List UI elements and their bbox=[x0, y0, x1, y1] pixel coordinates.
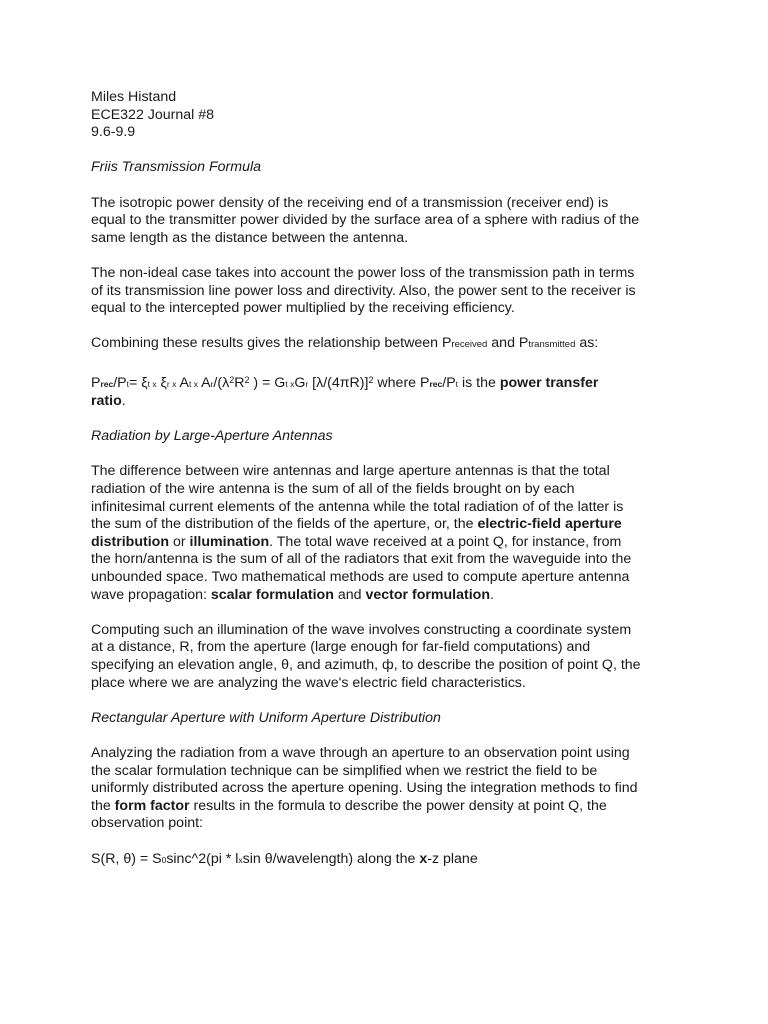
text-run: as: bbox=[575, 335, 599, 352]
text-run: the bbox=[91, 797, 115, 814]
text-run: = ξ bbox=[129, 374, 148, 391]
large-aperture-p1-line-2: radiation of the wire antenna is the sum of all of the fields brought on by each bbox=[91, 481, 575, 498]
text-run: A bbox=[176, 374, 189, 391]
rect-aperture-line-2: the scalar formulation technique can be simplified when we restrict the field to be bbox=[91, 762, 598, 779]
subscript: x bbox=[238, 854, 243, 865]
subscript: t x bbox=[188, 378, 198, 389]
rect-aperture-heading: Rectangular Aperture with Uniform Aperture Distribution bbox=[91, 709, 441, 726]
bold-term: illumination bbox=[189, 533, 270, 550]
superscript: 2 bbox=[229, 374, 235, 385]
superscript: 2 bbox=[368, 374, 374, 385]
friis-formula-line-2 bbox=[91, 393, 683, 411]
document-page bbox=[91, 89, 683, 869]
text-run: is the bbox=[458, 374, 500, 391]
text-run: /(λ bbox=[213, 374, 230, 391]
power-density-formula bbox=[91, 851, 683, 870]
large-aperture-p2-line-3: specifying an elevation angle, θ, and azimuth, ф, to describe the position of point Q, the bbox=[91, 657, 641, 673]
text-run: and bbox=[333, 586, 366, 603]
superscript: 2 bbox=[244, 374, 250, 385]
friis-p1-line-1: The isotropic power density of the receiving end of a transmission (receiver end) is bbox=[91, 194, 609, 211]
text-run: /P bbox=[113, 374, 127, 391]
subscript: 0 bbox=[161, 854, 167, 865]
large-aperture-p1-line-8 bbox=[91, 587, 683, 605]
friis-p3 bbox=[91, 335, 683, 354]
bold-term: x bbox=[419, 850, 428, 867]
text-run: and P bbox=[487, 335, 529, 352]
large-aperture-p1-line-7: unbounded space. Two mathematical methods are used to compute aperture antenna bbox=[91, 569, 630, 586]
bold-term: distribution bbox=[91, 533, 170, 550]
subscript: r x bbox=[166, 378, 177, 389]
text-run: Combining these results gives the relationship between P bbox=[91, 335, 452, 352]
friis-formula bbox=[91, 372, 683, 394]
rect-aperture-line-1: Analyzing the radiation from a wave through an aperture to an observation point using bbox=[91, 744, 630, 761]
subscript: t bbox=[126, 378, 130, 389]
text-run: ) = G bbox=[249, 374, 286, 391]
subscript: rec bbox=[429, 378, 443, 389]
subscript: t x bbox=[147, 378, 157, 389]
bold-term: vector formulation bbox=[365, 586, 491, 603]
text-run: /P bbox=[442, 374, 456, 391]
large-aperture-p2-line-2: at a distance, R, from the aperture (large enough for far-field computations) and bbox=[91, 639, 591, 656]
subscript: t bbox=[455, 378, 459, 389]
bold-term: electric-field aperture bbox=[477, 516, 622, 533]
course-title: ECE322 Journal #8 bbox=[91, 106, 215, 123]
text-run: sin θ/wavelength) along the bbox=[242, 850, 420, 867]
text-run: ξ bbox=[156, 374, 167, 391]
large-aperture-p1-line-5 bbox=[91, 534, 683, 552]
subscript: r bbox=[305, 378, 309, 389]
rect-aperture-line-3: uniformly distributed across the aperture opening. Using the integration methods to find bbox=[91, 780, 638, 797]
subscript: r bbox=[210, 378, 214, 389]
friis-heading: Friis Transmission Formula bbox=[91, 159, 262, 176]
large-aperture-p2-line-4: place where we are analyzing the wave's electric field characteristics. bbox=[91, 674, 526, 691]
subscript: rec bbox=[100, 378, 114, 389]
subscript: transmitted bbox=[528, 339, 576, 351]
large-aperture-p2-line-1: Computing such an illumination of the wave involves constructing a coordinate system bbox=[91, 621, 632, 638]
text-run: where P bbox=[373, 374, 430, 391]
friis-p2-line-2: of its transmission line power loss and directivity. Also, the power sent to the receiver is bbox=[91, 282, 636, 299]
bold-term: form factor bbox=[114, 797, 190, 814]
friis-p1-line-2: equal to the transmitter power divided by the surface area of a sphere with radius of the bbox=[91, 212, 640, 229]
large-aperture-p1-line-6: the horn/antenna is the sum of all of the radiators that exit from the waveguide into the bbox=[91, 551, 632, 568]
rect-aperture-line-4 bbox=[91, 798, 683, 816]
friis-p2-line-3: equal to the intercepted power multiplied by the receiving efficiency. bbox=[91, 300, 515, 317]
text-run: A bbox=[197, 374, 211, 391]
bold-term: ratio bbox=[91, 393, 122, 410]
subscript: received bbox=[451, 339, 488, 351]
author-name: Miles Histand bbox=[91, 89, 177, 105]
bold-term: scalar formulation bbox=[210, 586, 334, 603]
text-run: . The total wave received at a point Q, for instance, from bbox=[269, 533, 622, 550]
text-run: G bbox=[294, 374, 306, 391]
text-run: R bbox=[234, 374, 245, 391]
text-run: -z plane bbox=[427, 850, 478, 867]
text-run: results in the formula to describe the power density at point Q, the bbox=[189, 797, 607, 814]
large-aperture-heading: Radiation by Large-Aperture Antennas bbox=[91, 428, 333, 445]
rect-aperture-line-5: observation point: bbox=[91, 815, 203, 832]
large-aperture-p1-line-4 bbox=[91, 516, 683, 534]
text-run: . bbox=[121, 393, 126, 410]
bold-term: power transfer bbox=[499, 374, 599, 391]
text-run: wave propagation: bbox=[91, 586, 211, 603]
text-run: [λ/(4πR)] bbox=[308, 374, 369, 391]
friis-p1-line-3: same length as the distance between the antenna. bbox=[91, 229, 409, 246]
text-run: S(R, θ) = S bbox=[91, 850, 162, 867]
large-aperture-p1-line-3: infinitesimal current elements of the antenna while the total radiation of of the latter is bbox=[91, 498, 624, 515]
text-run: P bbox=[91, 374, 101, 391]
subscript: t x bbox=[285, 378, 295, 389]
text-run: or bbox=[169, 533, 190, 550]
friis-p2-line-1: The non-ideal case takes into account the power loss of the transmission path in terms bbox=[91, 264, 635, 281]
text-run: the sum of the distribution of the fields of the aperture, or, the bbox=[91, 516, 478, 533]
section-range: 9.6-9.9 bbox=[91, 124, 136, 141]
text-run: sinc^2(pi * l bbox=[166, 850, 239, 867]
text-run: . bbox=[490, 586, 494, 603]
large-aperture-p1-line-1: The difference between wire antennas and large aperture antennas is that the total bbox=[91, 463, 610, 480]
